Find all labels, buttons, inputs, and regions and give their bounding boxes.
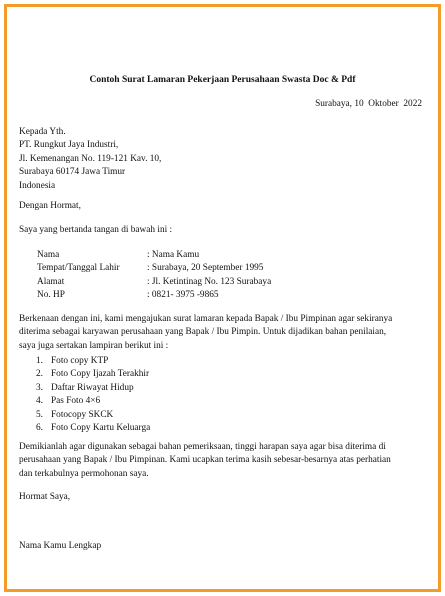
recipient-block	[19, 126, 424, 193]
body-line: saya juga sertakan lampiran berikut ini :	[19, 340, 169, 351]
field-label: Tempat/Tanggal Lahir	[37, 263, 120, 274]
field-value: : Surabaya, 20 September 1995	[147, 263, 264, 274]
field-label: No. HP	[37, 290, 65, 301]
field-value: : 0821- 3975 -9865	[147, 290, 219, 301]
list-number: 3.	[36, 382, 43, 393]
sign-off	[19, 491, 424, 504]
intro	[19, 224, 424, 237]
signature-name	[19, 540, 424, 553]
field-row	[37, 262, 271, 275]
list-number: 6.	[36, 422, 43, 433]
list-number: 2.	[36, 369, 43, 380]
body-line: diterima sebagai karyawan perusahaan yang Bapak / Ibu Pimpin. Untuk dijadikan bahan penilaian,	[19, 327, 387, 338]
field-value: : Nama Kamu	[147, 250, 200, 260]
list-number: 1.	[36, 356, 43, 366]
list-number: 4.	[36, 396, 43, 407]
list-item	[25, 422, 150, 435]
list-text: Pas Foto 4×6	[51, 396, 101, 407]
list-text: Daftar Riwayat Hidup	[51, 382, 134, 393]
list-item	[25, 355, 150, 368]
attachment-list	[25, 355, 150, 435]
intro-text: Saya yang bertanda tangan di bawah ini :	[19, 225, 173, 235]
list-item	[25, 409, 150, 422]
letter-title: Contoh Surat Lamaran Pekerjaan Perusahaan Swasta Doc & Pdf	[89, 75, 356, 85]
recipient-line: Surabaya 60174 Jawa Timur	[19, 167, 126, 178]
letter-page	[4, 4, 441, 592]
closing-line: Demikianlah agar digunakan sebagai bahan pemeriksaan, tinggi harapan saya agar bisa diterima di	[19, 442, 386, 452]
closing-line: dan terkabulnya permohonan saya.	[19, 468, 149, 479]
greeting-text: Dengan Hormat,	[19, 201, 81, 211]
list-text: Foto Copy Kartu Keluarga	[51, 422, 151, 433]
applicant-fields	[37, 249, 271, 303]
recipient-line: PT. Rungkut Jaya Industri,	[19, 140, 119, 151]
sign-off-text: Hormat Saya,	[19, 492, 71, 502]
recipient-line: Kepada Yth.	[19, 127, 66, 137]
list-text: Foto Copy Ijazah Terakhir	[51, 369, 150, 380]
list-item	[25, 395, 150, 408]
recipient-line: Indonesia	[19, 180, 56, 191]
greeting	[19, 200, 424, 213]
field-row	[37, 249, 271, 262]
recipient-line: Jl. Kemenangan No. 119-121 Kav. 10,	[19, 153, 162, 164]
closing-line: perusahaan yang Bapak / Ibu Pimpinan. Kami ucapkan terima kasih sebesar-besarnya atas perhatian	[19, 455, 391, 466]
body-paragraph	[19, 313, 424, 353]
list-text: Fotocopy SKCK	[51, 409, 114, 420]
letter-date: Surabaya, 10 Oktober 2022	[315, 99, 422, 109]
body-line: Berkenaan dengan ini, kami mengajukan surat lamaran kepada Bapak / Ibu Pimpinan agar sekiranya	[19, 314, 393, 324]
field-value: : Jl. Ketintinag No. 123 Surabaya	[147, 276, 272, 287]
field-row	[37, 289, 271, 302]
field-row	[37, 276, 271, 289]
field-label: Nama	[37, 250, 60, 260]
field-label: Alamat	[37, 276, 65, 287]
list-text: Foto copy KTP	[51, 356, 109, 366]
list-number: 5.	[36, 409, 43, 420]
signature-name-text: Nama Kamu Lengkap	[19, 541, 102, 551]
list-item	[25, 382, 150, 395]
closing-paragraph	[19, 441, 424, 481]
list-item	[25, 368, 150, 381]
